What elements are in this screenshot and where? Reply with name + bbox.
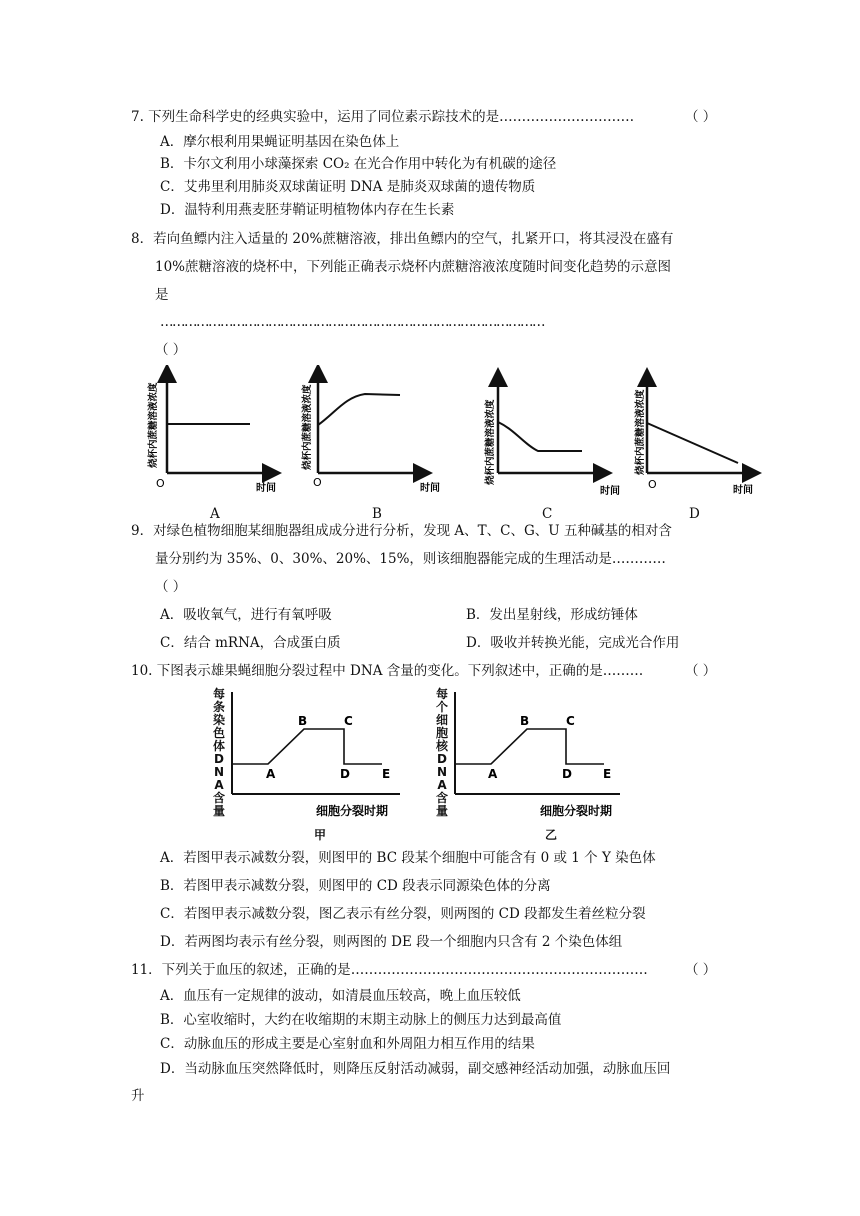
q10-answer-paren: （ ） xyxy=(685,663,717,679)
q10-graph-yi-caption: 乙 xyxy=(545,828,558,842)
q10-graph-jia xyxy=(232,692,400,818)
q10-option-d: D．若两图均表示有丝分裂，则两图的 DE 段一个细胞内只含有 2 个染色体组 xyxy=(160,934,623,950)
q10-graphs xyxy=(0,682,860,842)
q8-graph-b-curve xyxy=(318,394,400,425)
q8-graph-b-ylabel: 烧杯内蔗糖溶液浓度 xyxy=(302,384,313,470)
q10-graph-yi-ylabel: 每个细胞核DNA含量 xyxy=(435,687,448,818)
q8-stem-line2: 10%蔗糖溶液的烧杯中，下列能正确表示烧杯内蔗糖溶液浓度随时间变化趋势的示意图 xyxy=(155,259,672,275)
q7-option-b: B．卡尔文利用小球藻探索 CO₂ 在光合作用中转化为有机碳的途径 xyxy=(160,156,557,172)
q8-graph-b-xlabel: 时间 xyxy=(420,483,440,494)
q10-graph-yi xyxy=(455,692,620,818)
q8-graph-letter-d: D xyxy=(689,506,700,522)
q8-stem-line1: 8．若向鱼鳔内注入适量的 20%蔗糖溶液，排出鱼鳔内的空气，扎紧开口，将其浸没在盛有 xyxy=(131,231,674,247)
q8-graphs xyxy=(0,365,860,505)
q9-option-a: A．吸收氧气，进行有氧呼吸 xyxy=(160,607,332,623)
q9-option-b: B．发出星射线，形成纺锤体 xyxy=(466,607,638,623)
q8-graph-letter-a: A xyxy=(210,506,220,522)
q10-graph-jia-curve xyxy=(232,729,382,764)
q10-graph-jia-caption: 甲 xyxy=(314,828,327,842)
q9-answer-paren: （ ） xyxy=(155,579,187,595)
q7-answer-paren: （ ） xyxy=(685,109,717,125)
q8-graph-letter-c: C xyxy=(542,506,553,522)
q10-option-b: B．若图甲表示减数分裂，则图甲的 CD 段表示同源染色体的分离 xyxy=(160,878,551,894)
q10-graph-yi-point-a: A xyxy=(488,767,498,781)
q7-option-c: C．艾弗里利用肺炎双球菌证明 DNA 是肺炎双球菌的遗传物质 xyxy=(160,179,536,195)
q8-graph-a xyxy=(147,373,276,494)
q10-option-c: C．若图甲表示减数分裂，图乙表示有丝分裂，则两图的 CD 段都发生着丝粒分裂 xyxy=(160,906,646,922)
q11-stem: 11．下列关于血压的叙述，正确的是………………………………………………………… xyxy=(131,962,648,978)
q7-stem: 7. 下列生命科学史的经典实验中，运用了同位素示踪技术的是………………………… xyxy=(131,109,635,125)
q10-graph-jia-point-b: B xyxy=(298,714,308,728)
q10-graph-jia-point-d: D xyxy=(340,767,350,781)
q9-stem-line2: 量分别约为 35%、0、30%、20%、15%，则该细胞器能完成的生理活动是………… xyxy=(155,551,666,567)
q10-graph-yi-point-c: C xyxy=(566,714,575,728)
q8-graph-d xyxy=(634,377,753,496)
q8-graph-c-curve xyxy=(498,422,582,451)
q10-graph-jia-point-e: E xyxy=(382,767,391,781)
q8-graph-a-origin: O xyxy=(156,477,165,490)
q10-graph-yi-point-d: D xyxy=(562,767,572,781)
q10-graph-yi-xlabel: 细胞分裂时期 xyxy=(540,804,613,818)
q9-stem-line1: 9．对绿色植物细胞某细胞器组成成分进行分析，发现 A、T、C、G、U 五种碱基的相对含 xyxy=(131,523,672,539)
q8-graph-d-curve xyxy=(647,423,738,463)
q8-graph-a-xlabel: 时间 xyxy=(256,483,276,494)
q8-answer-paren: （ ） xyxy=(155,342,187,358)
q8-stem-line3: 是 xyxy=(155,287,169,303)
q8-graph-c-ylabel: 烧杯内蔗糖溶液浓度 xyxy=(485,399,496,485)
q8-graph-b-origin: O xyxy=(313,476,322,489)
q10-graph-jia-xlabel: 细胞分裂时期 xyxy=(316,804,389,818)
q8-graph-d-xlabel: 时间 xyxy=(733,485,753,496)
q11-option-d-continuation: 升 xyxy=(131,1088,145,1104)
q8-graph-d-ylabel: 烧杯内蔗糖溶液浓度 xyxy=(635,389,646,475)
q8-graph-c xyxy=(484,377,620,497)
q11-option-c: C．动脉血压的形成主要是心室射血和外周阻力相互作用的结果 xyxy=(160,1036,535,1052)
q11-option-d: D．当动脉血压突然降低时，则降压反射活动减弱，副交感神经活动加强，动脉血压回 xyxy=(160,1061,671,1077)
q10-graph-yi-curve xyxy=(455,729,604,764)
q10-graph-yi-point-e: E xyxy=(603,767,612,781)
q9-option-d: D．吸收并转换光能，完成光合作用 xyxy=(466,635,680,651)
q11-option-a: A．血压有一定规律的波动，如清晨血压较高，晚上血压较低 xyxy=(160,988,521,1004)
q8-graph-c-xlabel: 时间 xyxy=(600,486,620,497)
q10-graph-jia-ylabel: 每条染色体DNA含量 xyxy=(212,687,225,818)
q8-graph-letter-b: B xyxy=(372,506,382,522)
q11-option-b: B．心室收缩时，大约在收缩期的末期主动脉上的侧压力达到最高值 xyxy=(160,1012,562,1028)
q9-option-c: C．结合 mRNA，合成蛋白质 xyxy=(160,635,341,651)
q8-graph-a-ylabel: 烧杯内蔗糖溶液浓度 xyxy=(148,382,159,468)
q10-graph-jia-point-a: A xyxy=(266,767,276,781)
q10-stem: 10. 下图表示雄果蝇细胞分裂过程中 DNA 含量的变化。下列叙述中，正确的是……… xyxy=(131,663,644,679)
q8-graph-b xyxy=(301,373,440,494)
q10-graph-jia-point-c: C xyxy=(344,714,353,728)
q10-option-a: A．若图甲表示减数分裂，则图甲的 BC 段某个细胞中可能含有 0 或 1 个 Y 染色体 xyxy=(160,850,656,866)
q10-graph-yi-point-b: B xyxy=(520,714,530,728)
q11-answer-paren: （ ） xyxy=(685,962,717,978)
q7-option-a: A．摩尔根利用果蝇证明基因在染色体上 xyxy=(160,134,400,150)
q8-dots: …………………………………………………………………………………… xyxy=(160,314,544,330)
q7-option-d: D．温特利用燕麦胚芽鞘证明植物体内存在生长素 xyxy=(160,202,455,218)
q8-graph-d-origin: O xyxy=(648,478,657,491)
